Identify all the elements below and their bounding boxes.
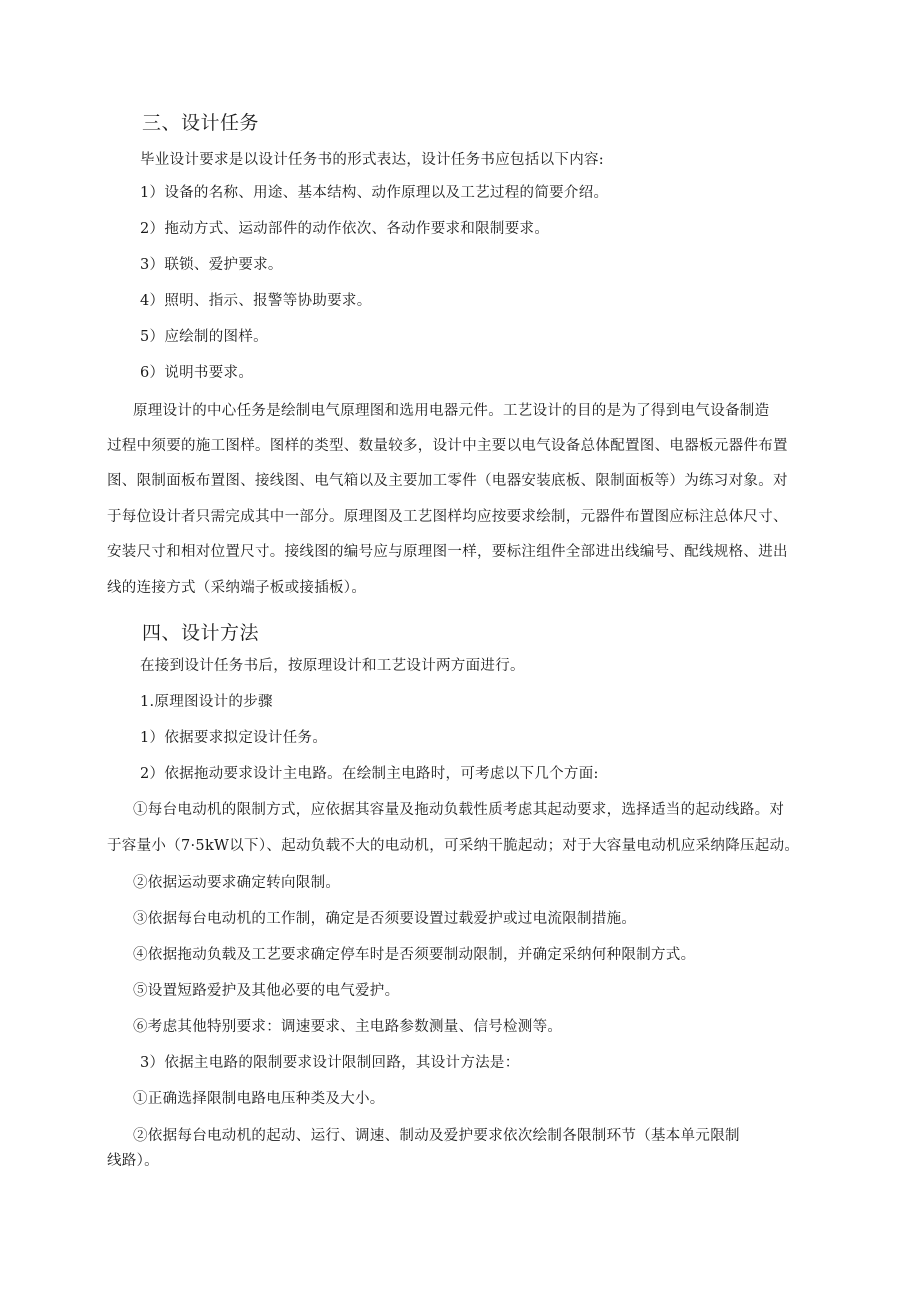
- step-item: ⑥考虑其他特别要求：调速要求、主电路参数测量、信号检测等。: [133, 1019, 563, 1035]
- step: 3）依据主电路的限制要求设计限制回路，其设计方法是：: [140, 1055, 520, 1071]
- paragraph-line: 安装尺寸和相对位置尺寸。接线图的编号应与原理图一样，要标注组件全部进出线编号、配线规格、进出: [107, 544, 788, 560]
- list-item: 2）拖动方式、运动部件的动作依次、各动作要求和限制要求。: [140, 221, 550, 237]
- step-item: ①每台电动机的限制方式，应依据其容量及拖动负载性质考虑其起动要求，选择适当的起动线路。对: [133, 802, 785, 818]
- step-item: ⑤设置短路爱护及其他必要的电气爱护。: [133, 983, 400, 999]
- step-item: ④依据拖动负载及工艺要求确定停车时是否须要制动限制，并确定采纳何种限制方式。: [133, 947, 696, 963]
- step-item-continuation: 于容量小（7·5kW以下）、起动负载不大的电动机，可采纳干脆起动；对于大容量电动机应采纳降压起动。: [107, 838, 800, 854]
- step-item: ②依据运动要求确定转向限制。: [133, 875, 341, 891]
- list-item: 3）联锁、爱护要求。: [140, 257, 283, 273]
- paragraph-line: 图、限制面板布置图、接线图、电气箱以及主要加工零件（电器安装底板、限制面板等）为练习对象。对: [107, 473, 788, 489]
- section-3-intro: 毕业设计要求是以设计任务书的形式表达，设计任务书应包括以下内容:: [140, 152, 604, 168]
- subheading: 1.原理图设计的步骤: [140, 694, 273, 710]
- step: 2）依据拖动要求设计主电路。在绘制主电路时，可考虑以下几个方面:: [140, 766, 599, 782]
- paragraph-line: 原理设计的中心任务是绘制电气原理图和选用电器元件。工艺设计的目的是为了得到电气设备制造: [133, 403, 770, 419]
- paragraph-line: 于每位设计者只需完成其中一部分。原理图及工艺图样均应按要求绘制，元器件布置图应标注总体尺寸、: [107, 509, 788, 525]
- step-item: ①正确选择限制电路电压种类及大小。: [133, 1091, 385, 1107]
- step-item: ③依据每台电动机的工作制，确定是否须要设置过载爱护或过电流限制措施。: [133, 911, 637, 927]
- list-item: 6）说明书要求。: [140, 365, 254, 381]
- paragraph-line: 过程中须要的施工图样。图样的类型、数量较多，设计中主要以电气设备总体配置图、电器板元器件布置: [107, 438, 788, 454]
- step-item-continuation: 线路）。: [107, 1153, 159, 1169]
- section-4-intro: 在接到设计任务书后，按原理设计和工艺设计两方面进行。: [140, 658, 525, 674]
- section-3-heading: 三、设计任务: [142, 112, 260, 134]
- list-item: 4）照明、指示、报警等协助要求。: [140, 293, 372, 309]
- list-item: 5）应绘制的图样。: [140, 329, 268, 345]
- paragraph-line: 线的连接方式（采纳端子板或接插板）。: [107, 580, 367, 596]
- step-item: ②依据每台电动机的起动、运行、调速、制动及爱护要求依次绘制各限制环节（基本单元限制: [133, 1128, 740, 1144]
- section-4-heading: 四、设计方法: [142, 622, 260, 644]
- step: 1）依据要求拟定设计任务。: [140, 730, 328, 746]
- list-item: 1）设备的名称、用途、基本结构、动作原理以及工艺过程的简要介绍。: [140, 185, 609, 201]
